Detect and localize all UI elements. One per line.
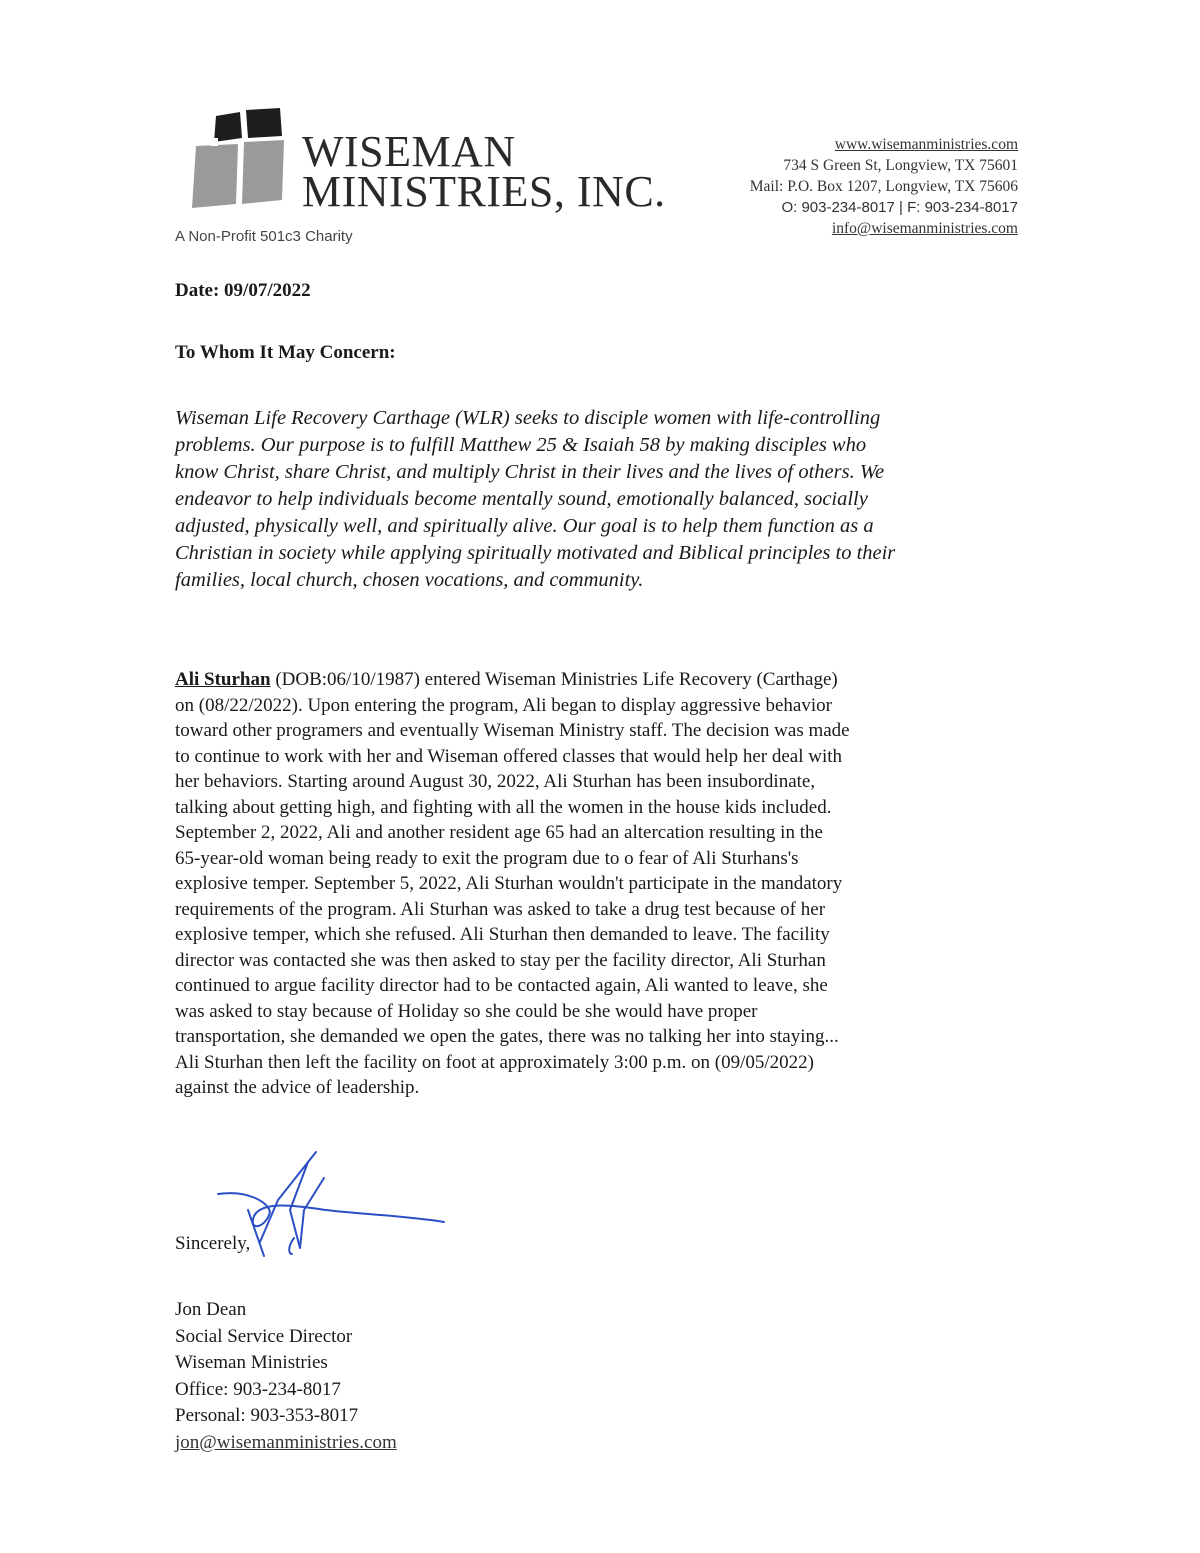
narrative-line: was asked to stay because of Holiday so she could be she would have proper — [175, 1000, 758, 1022]
mission-line: families, local church, chosen vocations, and community. — [175, 569, 644, 591]
signatory-org: Wiseman Ministries — [175, 1352, 328, 1373]
narrative-line: explosive temper. September 5, 2022, Ali Sturhan wouldn't participate in the mandatory — [175, 873, 843, 894]
narrative-line: to continue to work with her and Wiseman offered classes that would help her deal with — [175, 745, 843, 767]
org-name-line1: WISEMAN — [302, 127, 516, 176]
mission-statement — [175, 405, 1025, 594]
signature-block — [175, 1297, 397, 1456]
narrative-line: September 2, 2022, Ali and another resident age 65 had an altercation resulting in the — [175, 822, 823, 843]
mission-line: Wiseman Life Recovery Carthage (WLR) seeks to disciple women with life-controlling — [175, 407, 881, 429]
info-email-link[interactable]: info@wisemanministries.com — [831, 220, 1018, 237]
mission-line: adjusted, physically well, and spiritually alive. Our goal is to help them function as a — [175, 515, 874, 537]
letterhead-contact — [750, 134, 1018, 239]
org-tagline: A Non-Profit 501c3 Charity — [175, 228, 353, 245]
narrative-line: her behaviors. Starting around August 30, 2022, Ali Sturhan has been insubordinate, — [175, 771, 816, 792]
phone-fax-line: O: 903-234-8017 | F: 903-234-8017 — [781, 199, 1018, 216]
narrative-line: 65-year-old woman being ready to exit the program due to o fear of Ali Sturhans's — [175, 847, 799, 869]
mission-line: endeavor to help individuals become mentally sound, emotionally balanced, socially — [175, 488, 868, 510]
salutation: To Whom It May Concern: — [175, 342, 396, 363]
narrative-line: explosive temper, which she refused. Ali Sturhan then demanded to leave. The facility — [175, 924, 830, 945]
incident-narrative — [175, 667, 1035, 1101]
narrative-line: director was contacted she was then asked to stay per the facility director, Ali Sturhan — [175, 949, 826, 971]
signatory-title: Social Service Director — [175, 1325, 353, 1347]
mailing-address: Mail: P.O. Box 1207, Longview, TX 75606 — [749, 178, 1018, 195]
closing: Sincerely, — [175, 1233, 251, 1254]
narrative-line: toward other programers and eventually Wiseman Ministry staff. The decision was made — [175, 720, 850, 741]
narrative-line: on (08/22/2022). Upon entering the program, Ali began to display aggressive behavior — [175, 694, 832, 716]
signatory-personal-phone: Personal: 903-353-8017 — [175, 1405, 359, 1426]
narrative-line: talking about getting high, and fighting with all the women in the house kids included. — [175, 796, 832, 818]
street-address: 734 S Green St, Longview, TX 75601 — [783, 157, 1018, 174]
narrative-line: against the advice of leadership. — [175, 1077, 420, 1098]
narrative-first-line-text: (DOB:06/10/1987) entered Wiseman Ministries Life Recovery (Carthage) — [270, 669, 838, 690]
mission-line: problems. Our purpose is to fulfill Matthew 25 & Isaiah 58 by making disciples who — [175, 434, 867, 456]
narrative-line: requirements of the program. Ali Sturhan was asked to take a drug test because of her — [175, 898, 826, 920]
resident-name: Ali Sturhan — [175, 669, 271, 690]
org-name-line2: MINISTRIES, INC. — [302, 167, 666, 216]
narrative-line: continued to argue facility director had to be contacted again, Ali wanted to leave, she — [175, 975, 828, 996]
letter-date: Date: 09/07/2022 — [175, 280, 311, 301]
mission-line: know Christ, share Christ, and multiply Christ in their lives and the lives of others. We — [175, 461, 885, 483]
website-link[interactable]: www.wisemanministries.com — [834, 136, 1018, 153]
signatory-office-phone: Office: 903-234-8017 — [175, 1378, 341, 1400]
narrative-line: Ali Sturhan then left the facility on foot at approximately 3:00 p.m. on (09/05/2022) — [175, 1051, 815, 1073]
signatory-email-link[interactable]: jon@wisemanministries.com — [175, 1431, 397, 1453]
wiseman-logo-icon — [188, 108, 298, 220]
narrative-first-line — [175, 667, 1035, 693]
signatory-name: Jon Dean — [175, 1299, 247, 1320]
mission-line: Christian in society while applying spiritually motivated and Biblical principles to their — [175, 542, 896, 564]
narrative-line: transportation, she demanded we open the gates, there was no talking her into staying... — [175, 1026, 839, 1047]
